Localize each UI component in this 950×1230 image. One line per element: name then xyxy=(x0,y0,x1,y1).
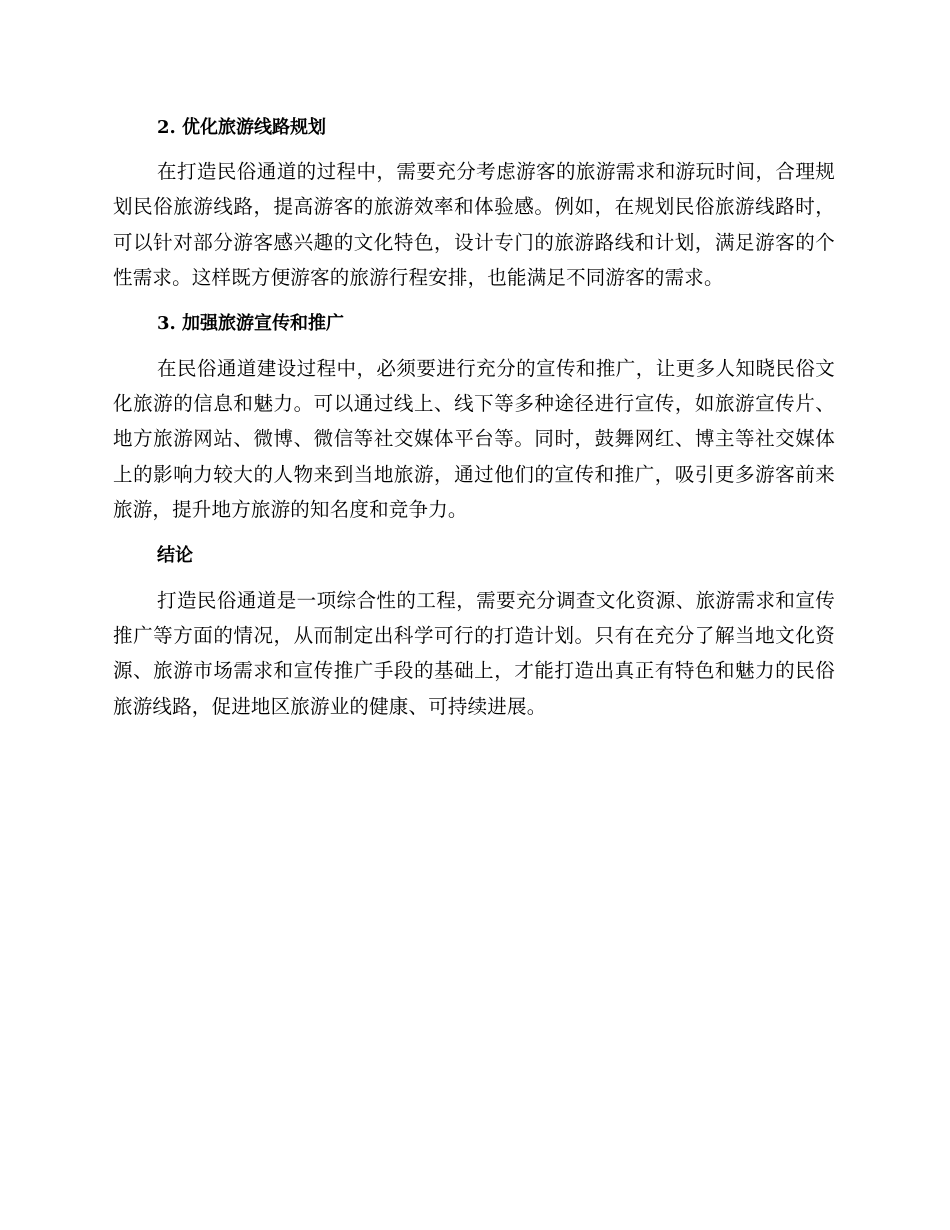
section-heading-conclusion: 结论 xyxy=(157,544,193,566)
section-paragraph-route-planning: 在打造民俗通道的过程中，需要充分考虑游客的旅游需求和游玩时间，合理规划民俗旅游线路，提高游客的旅游效率和体验感。例如，在规划民俗旅游线路时，可以针对部分游客感兴趣的文化特色，设计专门的旅游路线和计划，满足游客的个性需求。这样既方便游客的旅游行程安排，也能满足不同游客的需求。 xyxy=(113,160,835,290)
document-body xyxy=(113,112,835,724)
section-heading-route-planning: 2. 优化旅游线路规划 xyxy=(157,117,327,138)
section-paragraph-promotion: 在民俗通道建设过程中，必须要进行充分的宣传和推广，让更多人知晓民俗文化旅游的信息和魅力。可以通过线上、线下等多种途径进行宣传，如旅游宣传片、地方旅游网站、微博、微信等社交媒体平台等。同时，鼓舞网红、博主等社交媒体上的影响力较大的人物来到当地旅游，通过他们的宣传和推广，吸引更多游客前来旅游，提升地方旅游的知名度和竞争力。 xyxy=(113,356,835,522)
section-heading-promotion: 3. 加强旅游宣传和推广 xyxy=(157,312,345,334)
section-paragraph-conclusion: 打造民俗通道是一项综合性的工程，需要充分调查文化资源、旅游需求和宣传推广等方面的情况，从而制定出科学可行的打造计划。只有在充分了解当地文化资源、旅游市场需求和宣传推广手段的基础上，才能打造出真正有特色和魅力的民俗旅游线路，促进地区旅游业的健康、可持续进展。 xyxy=(113,588,835,718)
